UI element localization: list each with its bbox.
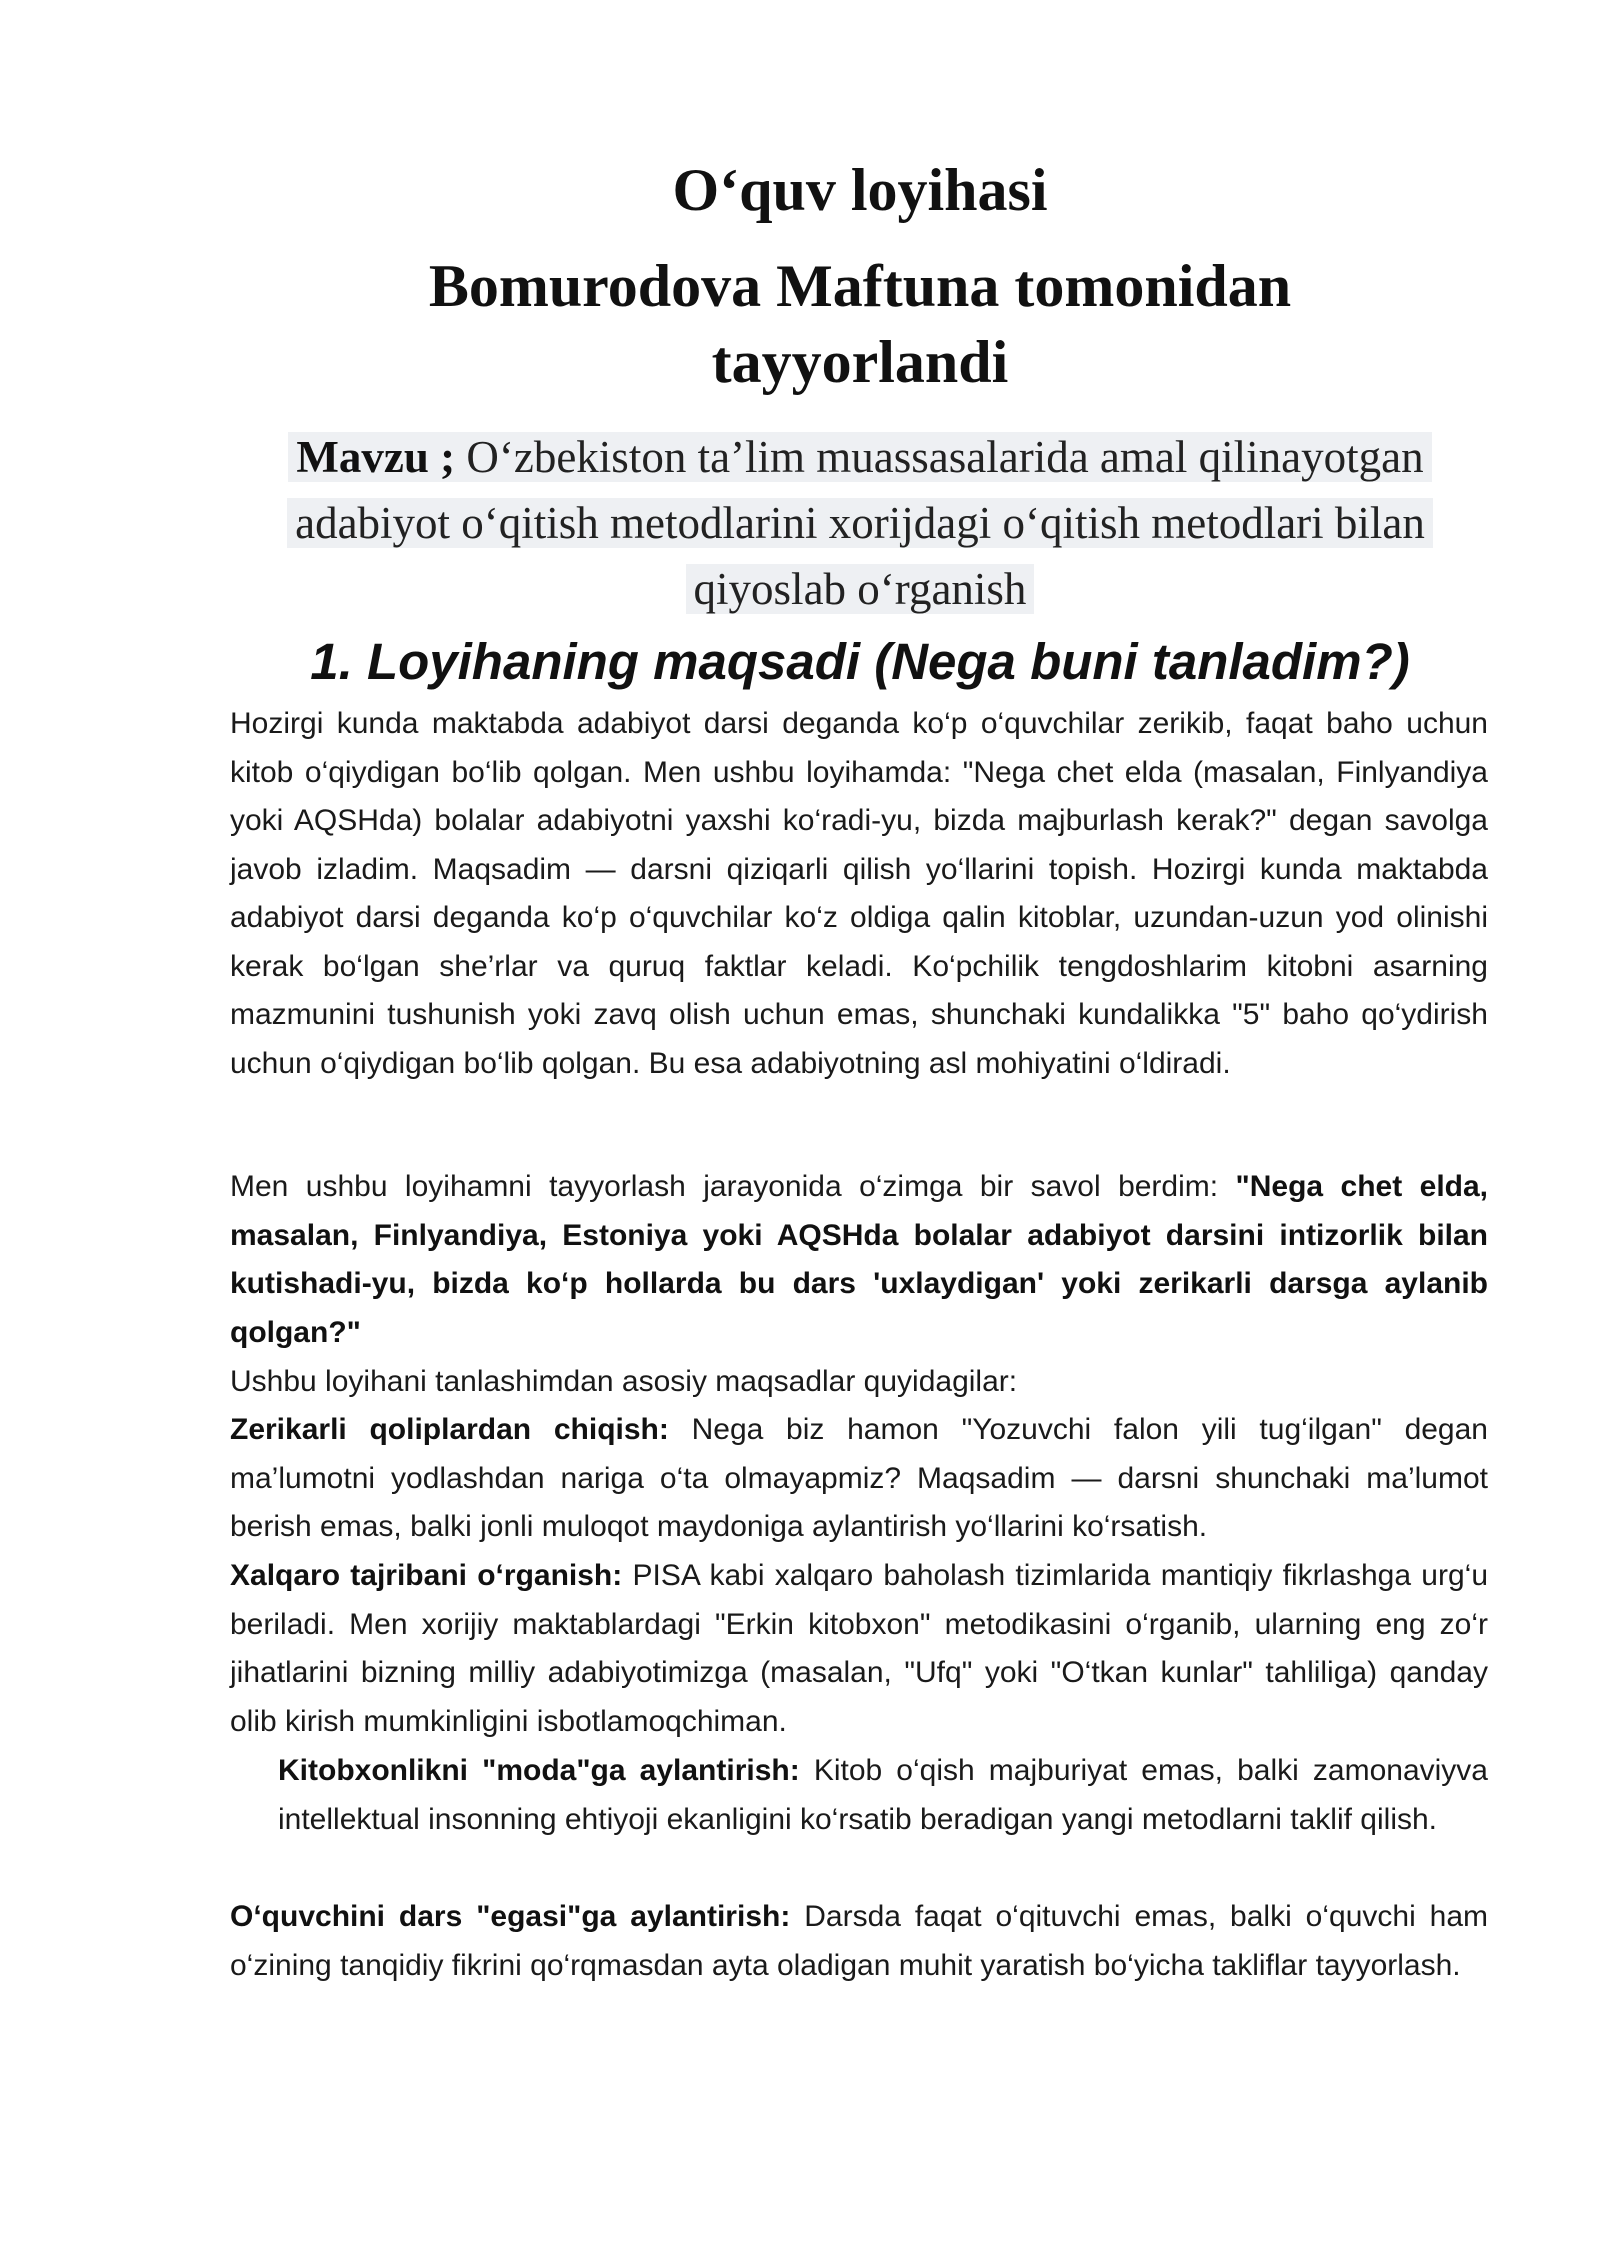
goal-text: Kitob o‘qish majburiyat emas, balki zamonaviyva intellektual insonning ehtiyoji ekanligini ko‘rsatib beradigan yangi metodlarni taklif qilish. [278, 1754, 1488, 1836]
topic-label: Mavzu ; [296, 432, 456, 482]
goal-label: O‘quvchini dars "egasi"ga aylantirish: [230, 1900, 791, 1933]
intro-paragraph: Hozirgi kunda maktabda adabiyot darsi deganda ko‘p o‘quvchilar zerikib, faqat baho uchun kitob o‘qiydigan bo‘lib qolgan. Men ushbu loyihamda: "Nega chet elda (masalan, Finlyandiya yoki AQSHda) bolalar adabiyotni yaxshi ko‘radi-yu, bizda majburlash kerak?" degan savolga javob izladim. Maqsadim — darsni qiziqarli qilish yo‘llarini topish. Hozirgi kunda maktabda adabiyot darsi deganda ko‘p o‘quvchilar ko‘z oldiga qalin kitoblar, uzundan-uzun yod olinishi kerak bo‘lgan she’rlar va quruq faktlar keladi. Ko‘pchilik tengdoshlarim kitobni asarning mazmunini tushunish yoki zavq olish uchun emas, shunchaki kundalikka "5" baho qo‘ydirish uchun o‘qiydigan bo‘lib qolgan. Bu esa adabiyotning asl mohiyatini o‘ldiradi. [230, 707, 1488, 1080]
aims-intro: Ushbu loyihani tanlashimdan asosiy maqsadlar quyidagilar: [230, 1365, 1018, 1398]
goal-label: Kitobxonlikni "moda"ga aylantirish: [278, 1754, 800, 1787]
goal-text: PISA kabi xalqaro baholash tizimlarida mantiqiy fikrlashga urg‘u beriladi. Men xorijiy maktablardagi "Erkin kitobxon" metodikasini o‘rganib, ularning eng zo‘r jihatlarini bizning milliy adabiyotimizga (masalan, "Ufq" yoki "O‘tkan kunlar" tahliliga) qanday olib kirish mumkinligini isbotlamoqchiman. [230, 1559, 1489, 1738]
question-lead: Men ushbu loyihamni tayyorlash jarayonida o‘zimga bir savol berdim: [230, 1170, 1236, 1203]
section-heading: 1. Loyihaning maqsadi (Nega buni tanladim?) [310, 633, 1410, 690]
topic-text: O‘zbekiston ta’lim muassasalarida amal qilinayotgan adabiyot o‘qitish metodlarini xorijdagi o‘qitish metodlari bilan qiyoslab o‘rganish [295, 432, 1425, 614]
question-paragraph [230, 1163, 1488, 1357]
goal-item [230, 1893, 1488, 1990]
topic-block [230, 424, 1490, 622]
goal-item [278, 1747, 1488, 1844]
goal-label: Zerikarli qoliplardan chiqish: [230, 1413, 669, 1446]
topic-highlight [287, 432, 1433, 614]
goal-item [230, 1552, 1488, 1746]
goal-label: Xalqaro tajribani o‘rganish: [230, 1559, 623, 1592]
document-title: O‘quv loyihasi [672, 157, 1048, 223]
goal-text: Darsda faqat o‘qituvchi emas, balki o‘quvchi ham o‘zining tanqidiy fikrini qo‘rqmasdan ayta oladigan muhit yaratish bo‘yicha takliflar tayyorlash. [230, 1900, 1488, 1982]
goal-item [230, 1406, 1488, 1552]
author-line: Bomurodova Maftuna tomonidan tayyorlandi [428, 253, 1292, 395]
question-bold: "Nega chet elda, masalan, Finlyandiya, Estoniya yoki AQSHda bolalar adabiyot darsini intizorlik bilan kutishadi-yu, bizda ko‘p hollarda bu dars 'uxlaydigan' yoki zerikarli darsga aylanib qolgan?" [230, 1170, 1488, 1349]
goal-text: Nega biz hamon "Yozuvchi falon yili tug‘ilgan" degan ma’lumotni yodlashdan nariga o‘ta olmayapmiz? Maqsadim — darsni shunchaki ma’lumot berish emas, balki jonli muloqot maydoniga aylantirish yo‘llarini ko‘rsatish. [230, 1413, 1488, 1543]
